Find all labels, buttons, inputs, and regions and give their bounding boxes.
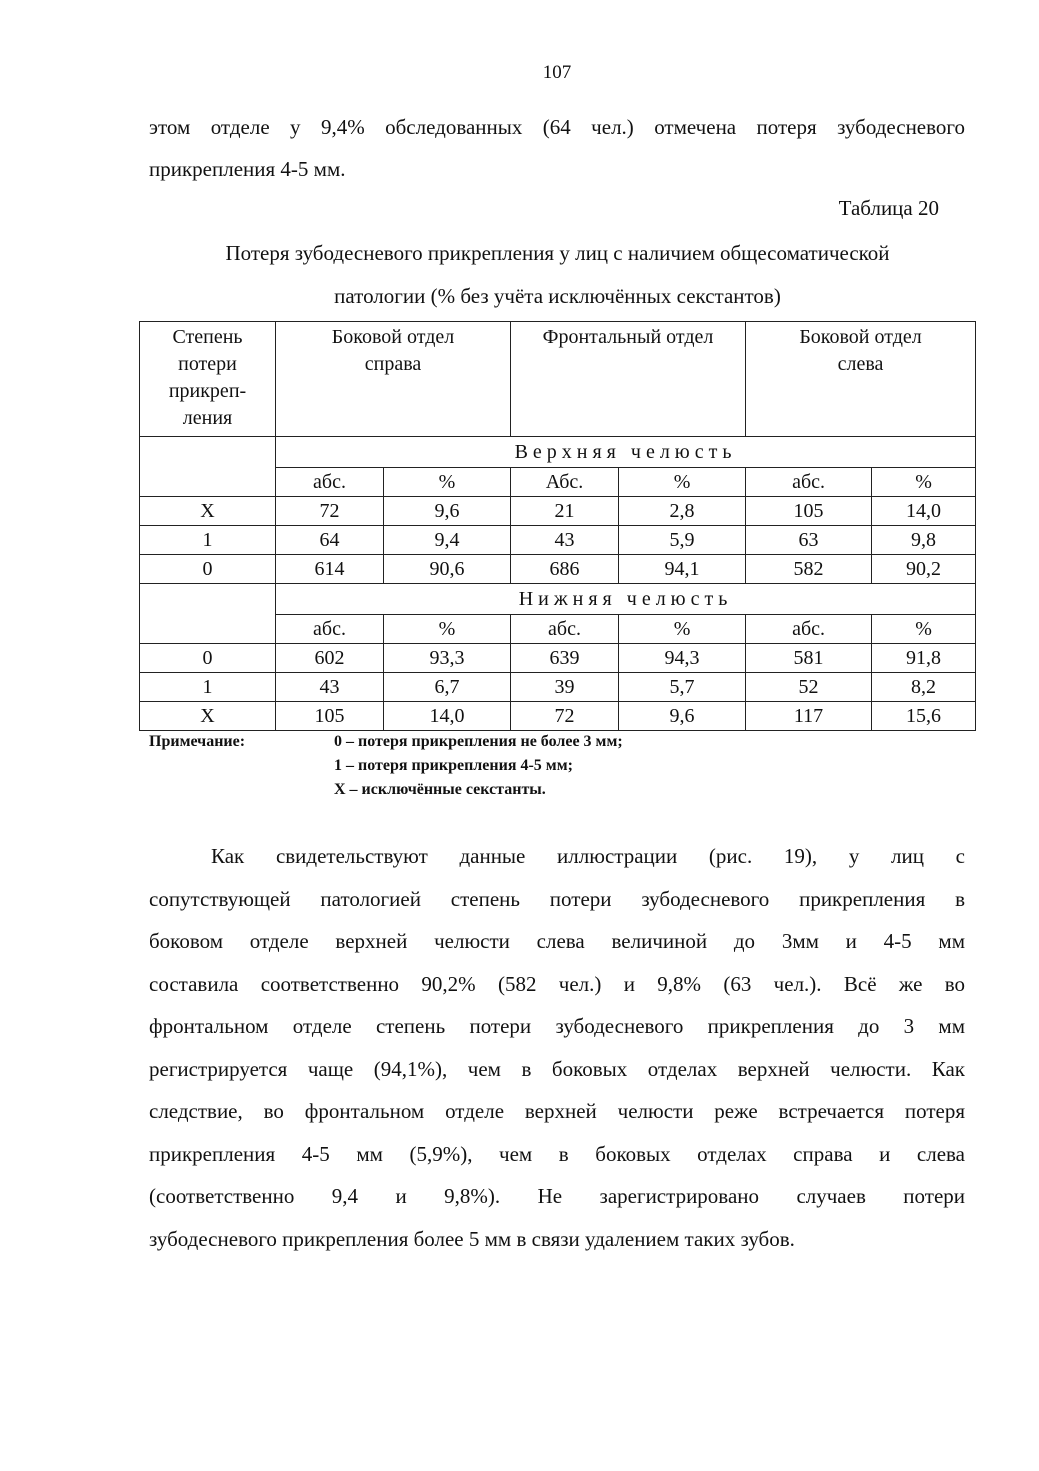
value-cell: 105 [746,497,872,526]
upper-jaw-section [140,437,976,584]
table-row [140,555,976,584]
value-cell: 639 [511,644,619,673]
note-item: 0 – потеря прикрепления не более 3 мм; [334,733,623,750]
grade-cell: 0 [140,555,276,584]
value-cell: 8,2 [872,673,976,702]
intro-paragraph [149,106,965,190]
data-table [139,321,976,731]
jaw-title-row [140,437,976,468]
value-cell: 582 [746,555,872,584]
value-cell: 15,6 [872,702,976,731]
header-lateral-right [276,322,511,437]
header-text: Боковой отдел [331,326,455,348]
value-cell: 39 [511,673,619,702]
value-cell: 686 [511,555,619,584]
header-text: справа [364,353,422,375]
table-caption [140,232,975,318]
caption-line: патологии (% без учёта исключённых секстантов) [334,284,781,308]
body-line: регистрируется чаще (94,1%), чем в боковых отделах верхней челюсти. Как [149,1056,965,1081]
subheader-cell: Абс. [511,468,619,497]
note-item: 1 – потеря прикрепления 4-5 мм; [334,757,573,774]
value-cell: 94,3 [619,644,746,673]
value-cell: 602 [276,644,384,673]
value-cell: 14,0 [872,497,976,526]
table-row [140,497,976,526]
body-line: сопутствующей патологией степень потери зубодесневого прикрепления в [149,886,965,911]
body-paragraph [149,835,965,1260]
value-cell: 93,3 [384,644,511,673]
header-text: Фронтальный отдел [542,326,714,348]
value-cell: 6,7 [384,673,511,702]
body-line: следствие, во фронтальном отделе верхней челюсти реже встречается потеря [149,1099,965,1123]
subheader-cell: % [384,468,511,497]
body-line: боковом отделе верхней челюсти слева величиной до 3мм и 4-5 мм [149,929,965,953]
header-text: ления [182,407,233,429]
header-frontal [511,322,746,437]
value-cell: 2,8 [619,497,746,526]
body-line: Как свидетельствуют данные иллюстрации (рис. 19), у лиц с [211,844,965,868]
value-cell: 9,4 [384,526,511,555]
header-text: Степень [172,326,243,348]
empty-cell [140,437,276,497]
value-cell: 105 [276,702,384,731]
header-lateral-left [746,322,976,437]
grade-cell: 1 [140,526,276,555]
note-item: X – исключённые секстанты. [334,781,546,798]
subheader-cell: % [619,468,746,497]
value-cell: 21 [511,497,619,526]
intro-line: прикрепления 4-5 мм. [149,157,346,181]
subheader-cell: % [872,468,976,497]
value-cell: 5,7 [619,673,746,702]
grade-cell: 1 [140,673,276,702]
body-line: фронтальном отделе степень потери зубодесневого прикрепления до 3 мм [149,1014,965,1038]
jaw-title: Нижняя челюсть [276,584,976,615]
value-cell: 581 [746,644,872,673]
header-text: Боковой отдел [799,326,922,348]
subheader-cell: абс. [746,468,872,497]
empty-cell [140,584,276,644]
value-cell: 94,1 [619,555,746,584]
page-number: 107 [542,62,572,83]
header-text: прикреп- [168,380,247,402]
intro-line: этом отделе у 9,4% обследованных (64 чел.) отмечена потеря зубодесневого [149,115,965,139]
note-label: Примечание: [149,733,246,750]
table-row [140,673,976,702]
value-cell: 614 [276,555,384,584]
value-cell: 90,2 [872,555,976,584]
body-line: зубодесневого прикрепления более 5 мм в связи удалением таких зубов. [149,1226,795,1251]
value-cell: 43 [511,526,619,555]
table-label: Таблица 20 [838,196,939,220]
value-cell: 43 [276,673,384,702]
header-grade [140,322,276,437]
value-cell: 52 [746,673,872,702]
subheader-cell: % [384,615,511,644]
value-cell: 9,6 [384,497,511,526]
subheader-cell: % [872,615,976,644]
value-cell: 117 [746,702,872,731]
subheader-cell: абс. [276,615,384,644]
value-cell: 90,6 [384,555,511,584]
table-row [140,526,976,555]
value-cell: 9,8 [872,526,976,555]
jaw-title-row [140,584,976,615]
grade-cell: 0 [140,644,276,673]
value-cell: 72 [276,497,384,526]
table-header-row [140,322,976,437]
subheader-cell: абс. [276,468,384,497]
subheader-cell: абс. [746,615,872,644]
note-items [334,730,623,802]
caption-line: Потеря зубодесневого прикрепления у лиц с наличием общесоматической [225,241,890,265]
subheader-cell: % [619,615,746,644]
body-line: составила соответственно 90,2% (582 чел.) и 9,8% (63 чел.). Всё же во [149,971,965,996]
subheader-cell: абс. [511,615,619,644]
grade-cell: X [140,497,276,526]
grade-cell: X [140,702,276,731]
value-cell: 5,9 [619,526,746,555]
header-text: слева [837,353,884,375]
header-text: потери [178,353,237,375]
value-cell: 91,8 [872,644,976,673]
value-cell: 64 [276,526,384,555]
body-line: прикрепления 4-5 мм (5,9%), чем в боковых отделах справа и слева [149,1141,965,1166]
body-line: (соответственно 9,4 и 9,8%). Не зарегистрировано случаев потери [149,1184,965,1208]
lower-jaw-section [140,584,976,731]
jaw-title: Верхняя челюсть [276,437,976,468]
value-cell: 63 [746,526,872,555]
value-cell: 14,0 [384,702,511,731]
value-cell: 9,6 [619,702,746,731]
value-cell: 72 [511,702,619,731]
table-row [140,702,976,731]
table-row [140,644,976,673]
